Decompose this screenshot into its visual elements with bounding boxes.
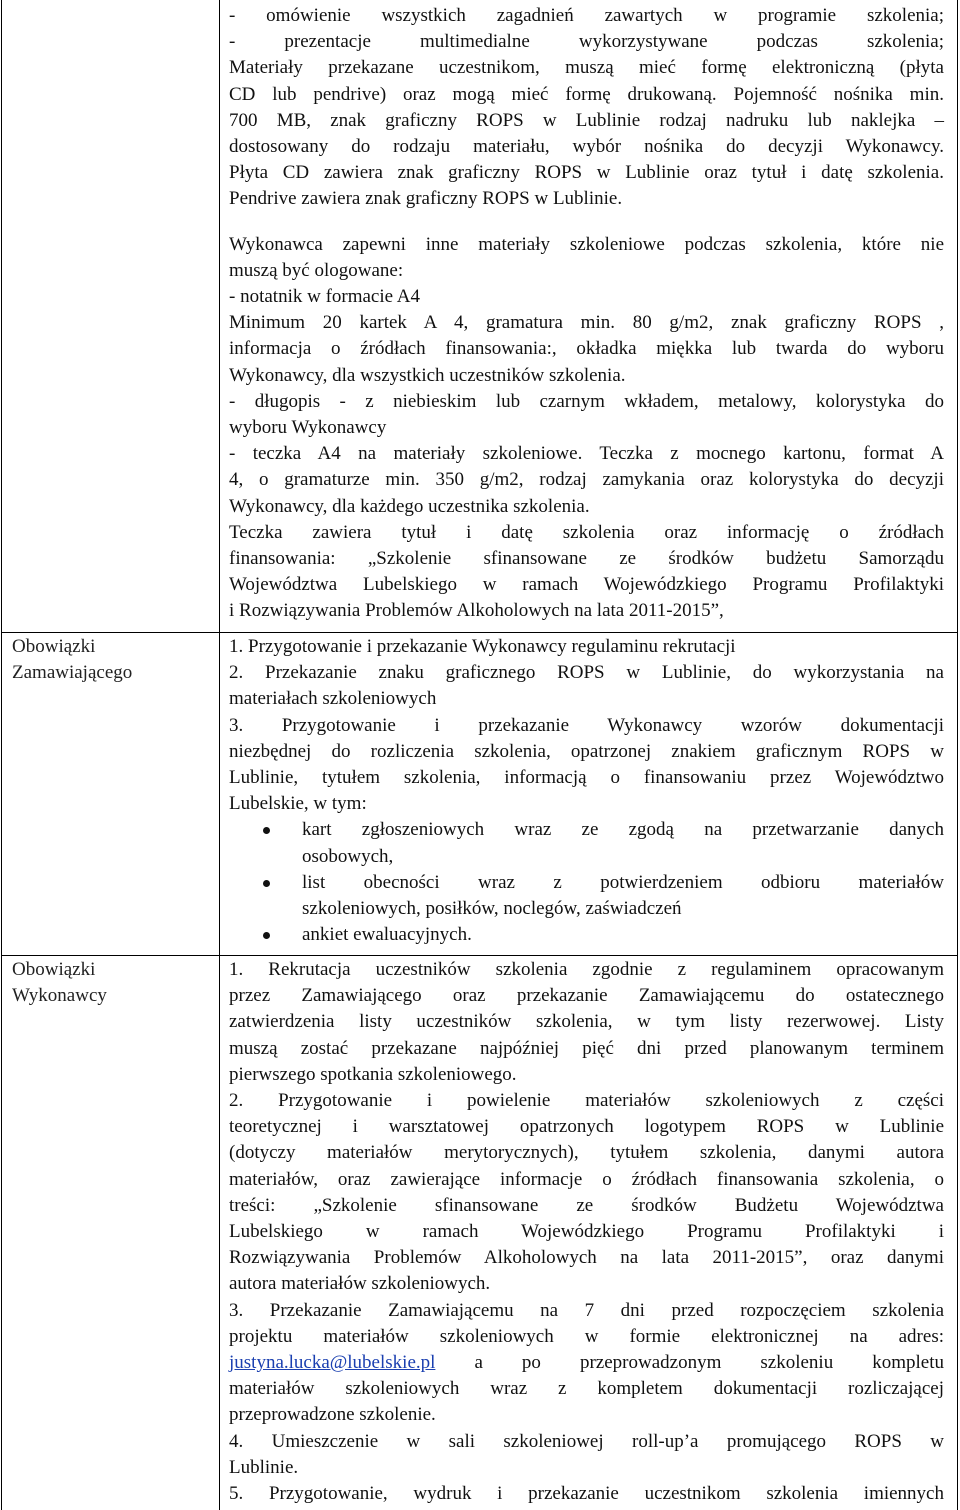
text-line: i Rozwiązywania Problemów Alkoholowych na lata 2011-2015”, — [229, 600, 724, 622]
table-column-divider — [219, 0, 220, 1510]
text-line: 5. Przygotowanie, wydruk i przekazanie uczestnikom szkolenia imiennych — [229, 1483, 944, 1505]
text-line: materiałach szkoleniowych — [229, 688, 437, 710]
text-line: szkoleniowych, posiłków, noclegów, zaświadczeń — [302, 898, 682, 920]
text-line: Lublinie. — [229, 1456, 299, 1478]
text-line: 3. Przekazanie Zamawiającemu na 7 dni przed rozpoczęciem szkolenia — [229, 1299, 944, 1321]
bullet-icon — [263, 827, 270, 834]
text-line: informacja o źródłach finansowania:, okładka miękka lub twarda do wyboru — [229, 338, 944, 360]
text-line: kart zgłoszeniowych wraz ze zgodą na przetwarzanie danych — [302, 819, 944, 841]
text-line: Lublinie, tytułem szkolenia, informacją o finansowaniu przez Województwo — [229, 767, 944, 789]
row-label-wykonawca — [12, 957, 212, 1009]
text-line: Materiały przekazane uczestnikom, muszą mieć formę elektroniczną (płyta — [229, 57, 944, 79]
email-line — [229, 1350, 944, 1376]
text-line: 2. Przygotowanie i powielenie materiałów szkoleniowych z części — [229, 1090, 944, 1112]
text-line: Teczka zawiera tytuł i datę szkolenia oraz informację o źródłach — [229, 521, 944, 543]
label-line: Zamawiającego — [12, 662, 133, 684]
text-line: - teczka A4 na materiały szkoleniowe. Teczka z mocnego kartonu, format A — [229, 443, 944, 465]
text-line: 3. Przygotowanie i przekazanie Wykonawcy wzorów dokumentacji — [229, 714, 944, 736]
text-line: muszą zostać przekazane najpóźniej pięć dni przed planowanym terminem — [229, 1037, 944, 1059]
text-line: przez Zamawiającego oraz przekazanie Zamawiającemu do ostatecznego — [229, 985, 944, 1007]
text-line: osobowych, — [302, 845, 394, 867]
text-line: 1. Przygotowanie i przekazanie Wykonawcy regulaminu rekrutacji — [229, 636, 736, 657]
documents-list — [229, 817, 944, 948]
text-line: CD lub pendrive) oraz mogą mieć formę drukowaną. Pojemność nośnika min. — [229, 83, 944, 105]
text-line: wyboru Wykonawcy — [229, 417, 387, 439]
text-line: - omówienie wszystkich zagadnień zawartych w programie szkolenia; — [229, 5, 944, 26]
text-line: - prezentacje multimedialne wykorzystywane podczas szkolenia; — [229, 31, 944, 53]
text-line: projektu materiałów szkoleniowych w formie elektronicznej na adres: — [229, 1325, 944, 1347]
label-line: Wykonawcy — [12, 985, 107, 1007]
list-item — [229, 817, 944, 869]
text-line: Województwa Lubelskiego w ramach Wojewódzkiego Programu Profilaktyki — [229, 574, 944, 596]
text-line: - długopis - z niebieskim lub czarnym wkładem, metalowy, kolorystyka do — [229, 390, 944, 412]
label-line: Obowiązki — [12, 959, 96, 980]
text-line: autora materiałów szkoleniowych. — [229, 1273, 491, 1295]
text-line: - notatnik w formacie A4 — [229, 286, 421, 308]
text-line: 4. Umieszczenie w sali szkoleniowej roll-up’a promującego ROPS w — [229, 1430, 944, 1452]
text-line: 2. Przekazanie znaku graficznego ROPS w Lublinie, do wykorzystania na — [229, 662, 944, 684]
text-line: (dotyczy materiałów merytorycznych), tytułem szkolenia, danymi autora — [229, 1142, 944, 1164]
bullet-icon — [263, 880, 270, 887]
text-line: Rozwiązywania Problemów Alkoholowych na lata 2011-2015”, oraz danymi — [229, 1247, 944, 1269]
wykonawca-duties — [229, 957, 944, 1507]
text-line: Wykonawcy, dla każdego uczestnika szkolenia. — [229, 495, 590, 517]
text-line: Wykonawca zapewni inne materiały szkoleniowe podczas szkolenia, które nie — [229, 233, 944, 255]
text-line: teoretycznej i warsztatowej opatrzonych logotypem ROPS w Lublinie — [229, 1116, 944, 1138]
text-line: treści: „Szkolenie sfinansowane ze środków Budżetu Województwa — [229, 1194, 944, 1216]
zamawiajacy-duties — [229, 634, 944, 948]
text-line: Lubelskiego w ramach Wojewódzkiego Programu Profilaktyki i — [229, 1221, 944, 1243]
text-line: muszą być ologowane: — [229, 259, 404, 281]
text-line: materiałów, oraz zawierające informacje o źródłach finansowania szkolenia, o — [229, 1168, 944, 1190]
text-line: Wykonawcy, dla wszystkich uczestników szkolenia. — [229, 364, 626, 386]
bullet-icon — [263, 932, 270, 939]
text-line: zatwierdzenia listy uczestników szkolenia, w tym listy rezerwowej. Listy — [229, 1011, 944, 1033]
text-line: Minimum 20 kartek A 4, gramatura min. 80 g/m2, znak graficzny ROPS , — [229, 312, 944, 334]
text-line: Pendrive zawiera znak graficzny ROPS w Lublinie. — [229, 188, 623, 210]
list-item — [229, 922, 944, 948]
text-line: 4, o gramaturze min. 350 g/m2, rodzaj zamykania oraz kolorystyka do decyzji — [229, 469, 944, 491]
text-line: list obecności wraz z potwierdzeniem odbioru materiałów — [302, 871, 944, 893]
text-line: 700 MB, znak graficzny ROPS w Lublinie rodzaj nadruku lub naklejka – — [229, 109, 944, 131]
text-line: pierwszego spotkania szkoleniowego. — [229, 1063, 517, 1085]
row-label-zamawiajacy — [12, 634, 212, 686]
text-line: dostosowany do rodzaju materiału, wybór nośnika do decyzji Wykonawcy. — [229, 136, 944, 158]
text-line: finansowania: „Szkolenie sfinansowane ze środków budżetu Samorządu — [229, 548, 944, 570]
text-line: Płyta CD zawiera znak graficzny ROPS w Lublinie oraz tytuł i datę szkolenia. — [229, 162, 944, 184]
row-divider-wykonawca — [1, 955, 957, 956]
list-item — [229, 870, 944, 922]
row-divider-zamawiajacy — [1, 632, 957, 633]
text-fragment: a po przeprowadzonym szkoleniu kompletu — [474, 1352, 944, 1374]
text-line: materiałów szkoleniowych wraz z kompletem dokumentacji rozliczającej — [229, 1378, 944, 1400]
materials-description — [229, 3, 944, 625]
text-line: ankiet ewaluacyjnych. — [302, 924, 472, 946]
text-line: Lubelskie, w tym: — [229, 793, 367, 815]
table-border-left — [1, 0, 2, 1510]
text-line: niezbędnej do rozliczenia szkolenia, opatrzonej znakiem graficznym ROPS w — [229, 740, 944, 762]
table-border-right — [957, 0, 958, 1510]
text-line: przeprowadzone szkolenie. — [229, 1404, 436, 1426]
email-link[interactable]: justyna.lucka@lubelskie.pl — [229, 1352, 436, 1374]
label-line: Obowiązki — [12, 636, 96, 657]
text-line: 1. Rekrutacja uczestników szkolenia zgodnie z regulaminem opracowanym — [229, 959, 944, 980]
